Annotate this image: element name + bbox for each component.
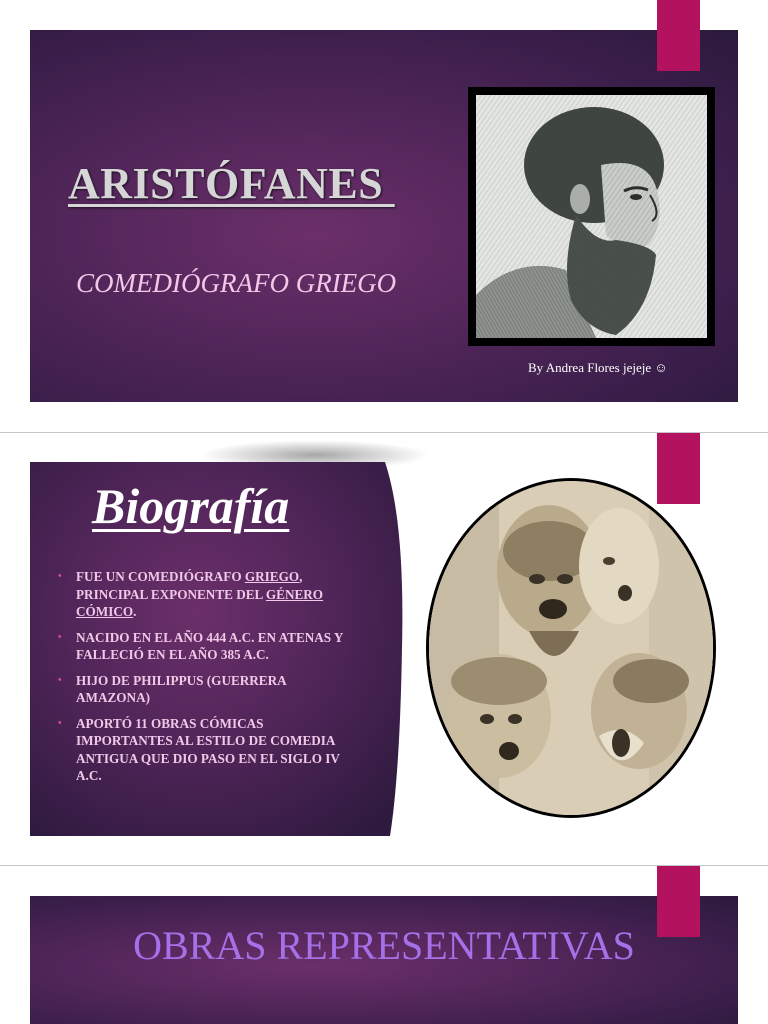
portrait-image: [476, 95, 707, 338]
list-item-text: .: [133, 604, 137, 619]
link-griego[interactable]: GRIEGO: [244, 569, 300, 584]
list-item: [58, 715, 358, 785]
slide-2-accent-tab: [657, 433, 700, 504]
obras-title: OBRAS REPRESENTATIVAS: [133, 923, 635, 968]
portrait-frame: [468, 87, 715, 346]
biography-list: [58, 568, 358, 793]
author-byline: By Andrea Flores jejeje ☺: [528, 360, 668, 375]
slide-divider-2: [0, 865, 768, 866]
slide-1-subtitle: COMEDIÓGRAFO GRIEGO: [76, 268, 397, 298]
list-item-text: FUE UN COMEDIÓGRAFO: [76, 569, 245, 584]
list-item-text: APORTÓ 11 OBRAS CÓMICAS IMPORTANTES AL ESTILO DE COMEDIA ANTIGUA QUE DIO PASO EN EL SIGLO IV A.C.: [76, 715, 340, 783]
bullet-icon: •: [58, 571, 62, 582]
bullet-icon: •: [58, 631, 62, 643]
biography-title: Biografía: [92, 478, 290, 534]
bullet-icon: •: [58, 717, 62, 729]
list-item-text: NACIDO EN EL AÑO 444 A.C. EN ATENAS Y FALLECIÓ EN EL AÑO 385 A.C.: [76, 629, 343, 662]
slide-1-accent-tab: [657, 0, 700, 71]
list-item: [58, 629, 358, 664]
list-item-text: , PRINCIPAL EXPONENTE DEL: [76, 569, 303, 602]
theatre-masks-image: [429, 481, 713, 815]
link-genero-comico[interactable]: GÉNERO CÓMICO: [76, 586, 324, 619]
list-item: [58, 672, 358, 707]
bullet-icon: •: [58, 674, 62, 686]
slide-1-title: ARISTÓFANES: [68, 159, 395, 208]
list-item-text: HIJO DE PHILIPPUS (GUERRERA AMAZONA): [76, 672, 286, 705]
slide-divider-1: [0, 432, 768, 433]
theatre-masks-frame: [426, 478, 716, 818]
list-item: [58, 568, 358, 621]
